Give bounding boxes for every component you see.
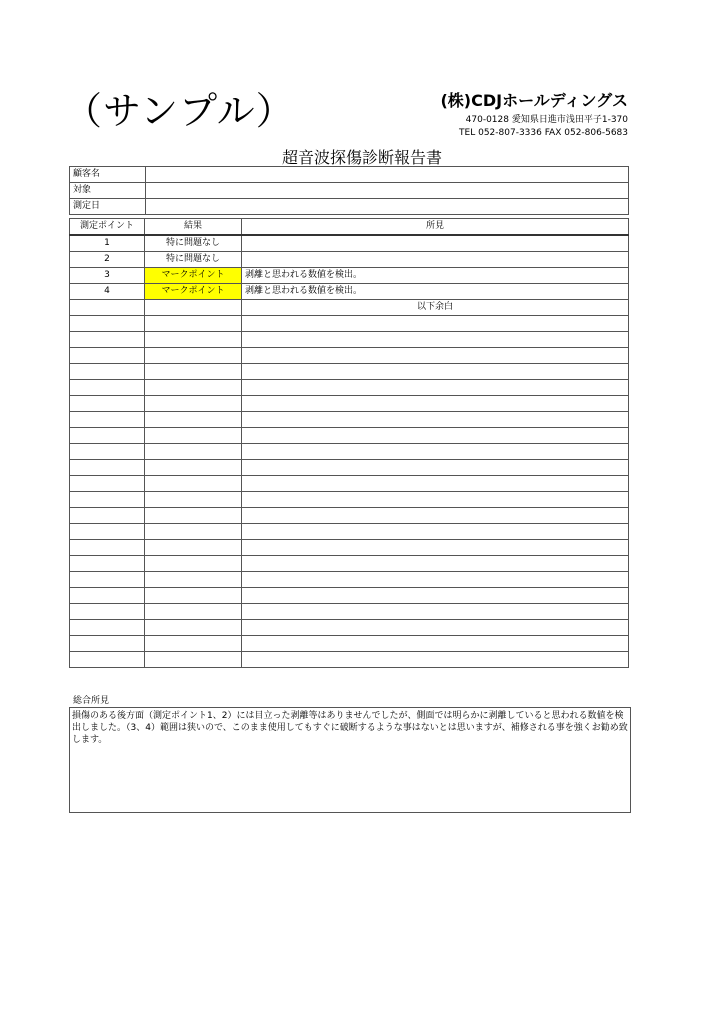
empty-cell (70, 540, 145, 556)
table-header-row (70, 219, 629, 236)
empty-cell (145, 300, 242, 316)
empty-cell (70, 492, 145, 508)
empty-cell (70, 604, 145, 620)
empty-row (70, 460, 629, 476)
empty-cell (242, 476, 629, 492)
table-row (70, 284, 629, 300)
empty-cell (70, 476, 145, 492)
empty-cell (145, 316, 242, 332)
empty-row (70, 572, 629, 588)
empty-cell (242, 364, 629, 380)
empty-cell (70, 300, 145, 316)
point-cell: 4 (70, 284, 145, 300)
empty-row (70, 444, 629, 460)
summary-label: 総合所見 (73, 696, 110, 706)
empty-row (70, 412, 629, 428)
empty-cell (70, 556, 145, 572)
empty-cell (145, 604, 242, 620)
result-cell-marked: マークポイント (145, 284, 242, 300)
empty-cell (242, 508, 629, 524)
empty-cell (145, 524, 242, 540)
empty-cell (70, 428, 145, 444)
empty-cell (242, 316, 629, 332)
empty-row (70, 380, 629, 396)
empty-cell (145, 508, 242, 524)
sample-watermark: （サンプル） (64, 89, 295, 133)
empty-cell (145, 556, 242, 572)
remainder-label: 以下余白 (242, 300, 629, 316)
empty-cell (242, 556, 629, 572)
empty-cell (242, 492, 629, 508)
empty-cell (242, 428, 629, 444)
empty-cell (70, 316, 145, 332)
target-label: 対象 (70, 183, 146, 199)
empty-cell (145, 636, 242, 652)
empty-cell (145, 348, 242, 364)
empty-cell (242, 332, 629, 348)
header-point: 測定ポイント (70, 219, 145, 236)
empty-row (70, 540, 629, 556)
date-value (146, 199, 629, 215)
empty-cell (70, 364, 145, 380)
empty-cell (70, 524, 145, 540)
date-label: 測定日 (70, 199, 146, 215)
empty-cell (145, 412, 242, 428)
company-contact: TEL 052-807-3336 FAX 052-806-5683 (459, 128, 628, 138)
empty-row (70, 316, 629, 332)
empty-row (70, 604, 629, 620)
company-address: 470-0128 愛知県日進市浅田平子1-370 (465, 115, 628, 125)
document-title: 超音波探傷診断報告書 (281, 148, 442, 167)
empty-row (70, 428, 629, 444)
empty-cell (145, 620, 242, 636)
empty-cell (242, 540, 629, 556)
empty-row (70, 492, 629, 508)
empty-cell (70, 572, 145, 588)
customer-value (146, 167, 629, 183)
empty-cell (242, 588, 629, 604)
finding-cell (242, 252, 629, 268)
empty-cell (242, 396, 629, 412)
empty-cell (242, 460, 629, 476)
empty-cell (145, 572, 242, 588)
target-value (146, 183, 629, 199)
empty-row (70, 348, 629, 364)
empty-cell (70, 636, 145, 652)
empty-cell (242, 348, 629, 364)
remainder-row (70, 300, 629, 316)
header-finding: 所見 (242, 219, 629, 236)
info-table (69, 166, 629, 215)
empty-cell (70, 396, 145, 412)
summary-box: 損傷のある後方面（測定ポイント1、2）には目立った剥離等はありませんでしたが、側面では明らかに剥離していると思われる数値を検出しました。（3、4）範囲は狭いので、このまま使用してもすぐに破断するような事はないとは思いますが、補修される事を強くお勧め致します。 (69, 707, 631, 813)
empty-row (70, 636, 629, 652)
empty-cell (70, 460, 145, 476)
table-row (70, 235, 629, 252)
date-row (70, 199, 629, 215)
empty-cell (242, 572, 629, 588)
empty-cell (145, 332, 242, 348)
empty-cell (145, 588, 242, 604)
empty-cell (70, 588, 145, 604)
table-row (70, 268, 629, 284)
empty-cell (70, 620, 145, 636)
empty-cell (145, 460, 242, 476)
empty-row (70, 476, 629, 492)
target-row (70, 183, 629, 199)
measurement-table (69, 218, 629, 668)
empty-cell (242, 380, 629, 396)
table-row (70, 252, 629, 268)
point-cell: 3 (70, 268, 145, 284)
empty-cell (242, 444, 629, 460)
empty-cell (242, 604, 629, 620)
empty-row (70, 508, 629, 524)
result-cell: 特に問題なし (145, 252, 242, 268)
empty-cell (70, 508, 145, 524)
point-cell: 2 (70, 252, 145, 268)
empty-row (70, 620, 629, 636)
point-cell: 1 (70, 235, 145, 252)
empty-cell (145, 540, 242, 556)
empty-cell (242, 620, 629, 636)
empty-cell (145, 492, 242, 508)
finding-cell (242, 235, 629, 252)
result-cell: 特に問題なし (145, 235, 242, 252)
empty-cell (145, 364, 242, 380)
empty-cell (242, 636, 629, 652)
result-cell-marked: マークポイント (145, 268, 242, 284)
empty-cell (145, 652, 242, 668)
empty-cell (70, 412, 145, 428)
empty-cell (145, 428, 242, 444)
empty-row (70, 588, 629, 604)
empty-cell (242, 524, 629, 540)
empty-cell (145, 380, 242, 396)
empty-row (70, 364, 629, 380)
finding-cell: 剥離と思われる数値を検出。 (242, 268, 629, 284)
empty-row (70, 396, 629, 412)
empty-cell (70, 348, 145, 364)
empty-cell (70, 380, 145, 396)
empty-cell (242, 412, 629, 428)
empty-row (70, 524, 629, 540)
empty-cell (145, 396, 242, 412)
empty-cell (70, 652, 145, 668)
empty-cell (70, 332, 145, 348)
customer-row (70, 167, 629, 183)
empty-row (70, 652, 629, 668)
empty-cell (145, 476, 242, 492)
header-result: 結果 (145, 219, 242, 236)
company-name: (株)CDJホールディングス (440, 91, 628, 110)
empty-cell (242, 652, 629, 668)
empty-row (70, 332, 629, 348)
empty-cell (70, 444, 145, 460)
finding-cell: 剥離と思われる数値を検出。 (242, 284, 629, 300)
empty-row (70, 556, 629, 572)
customer-label: 顧客名 (70, 167, 146, 183)
empty-cell (145, 444, 242, 460)
